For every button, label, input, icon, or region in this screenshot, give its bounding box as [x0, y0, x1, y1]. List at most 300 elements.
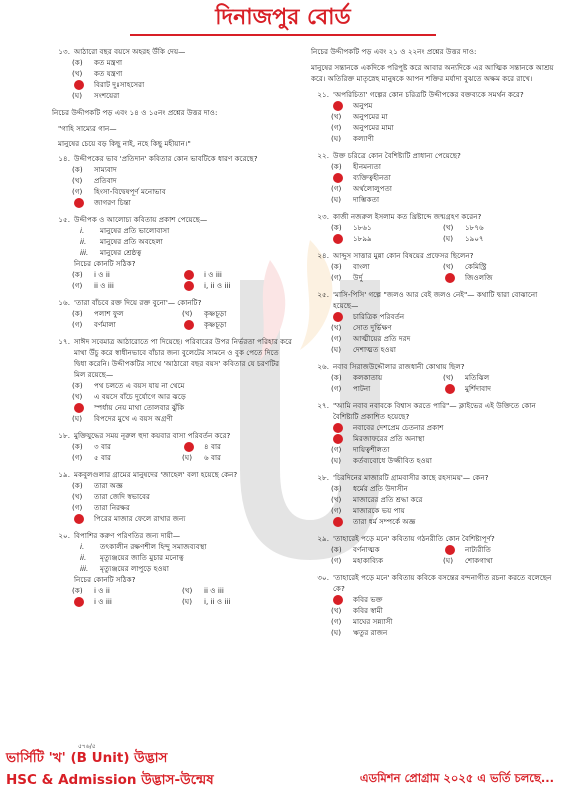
answer-mark-dot [74, 80, 84, 90]
answer-option[interactable] [331, 594, 555, 605]
answer-option[interactable] [443, 383, 555, 394]
question-text: সাঈদ সবেমাত্র আঠারোতে পা দিয়েছে। পরিবারের উপর নির্ভরতা পরিহার করে মাথা উঁচু করে স্বাধীনভাবে বাঁচার জন্য বুলেটের সামনে ও বুক পেতে দিতে দ্বিধা করেনি। উদ্দীপকটির সাথে 'আঠারো বছর বয়স' কবিতার যে চরণটির মিল রয়েছে— [74, 337, 293, 379]
question-text: উদ্দীপক ও আলোচ্য কবিতায় প্রকাশ পেয়েছে— [74, 215, 208, 224]
option-tag: (গ) [331, 273, 342, 282]
question-stem [307, 211, 555, 222]
answer-option[interactable] [72, 413, 292, 424]
option-text: বর্ণনাত্মক [353, 545, 380, 554]
option-text: উর্দু [353, 273, 363, 282]
answer-mark-dot [74, 597, 84, 607]
option-tag: (ক) [72, 442, 83, 451]
which-correct-prompt: নিচের কোনটি সঠিক? [74, 259, 136, 268]
option-text: জাগরণ চিন্তা [94, 198, 131, 207]
answer-mark-dot [333, 173, 343, 183]
option-tag: (খ) [182, 309, 193, 318]
option-tag: (গ) [331, 184, 342, 193]
answer-option[interactable] [331, 322, 555, 333]
answer-option[interactable] [331, 372, 443, 383]
option-tag: (ঘ) [182, 453, 193, 462]
statement-item [80, 247, 292, 258]
question-number: ২৭. [317, 401, 329, 410]
answer-option[interactable] [331, 555, 443, 566]
option-list [48, 480, 292, 524]
option-text: বিরাট দুঃসাহসেরা [94, 80, 145, 89]
question-block [307, 572, 555, 638]
right-column [307, 46, 555, 644]
question-block [307, 400, 555, 466]
option-text: তারা ধর্ম সম্পর্কে অজ্ঞ [353, 517, 416, 526]
option-text: i ও ii [94, 270, 110, 279]
answer-option[interactable] [443, 272, 555, 283]
option-list [48, 164, 292, 208]
answer-option[interactable] [331, 122, 555, 133]
question-number: ২০. [58, 531, 70, 540]
option-text: প্রতিবাদ [94, 176, 117, 185]
question-stem [48, 297, 292, 308]
option-text: বর্ণমালা [94, 320, 116, 329]
option-text: ৩ বার [94, 442, 111, 451]
option-text: তারা নিরক্ষর [94, 503, 130, 512]
answer-option[interactable] [443, 555, 555, 566]
option-text: হীনমন্যতা [353, 162, 381, 171]
answer-option[interactable] [331, 333, 555, 344]
answer-mark-dot [445, 273, 455, 283]
question-number: ২৫. [317, 290, 329, 299]
answer-mark-dot [333, 595, 343, 605]
answer-option[interactable] [182, 452, 292, 463]
option-list [48, 441, 292, 463]
answer-option[interactable] [72, 480, 292, 491]
option-tag: (ক) [331, 223, 342, 232]
answer-option[interactable] [72, 402, 292, 413]
option-tag: (ঘ) [72, 414, 83, 423]
answer-option[interactable] [331, 433, 555, 444]
statement-item [80, 225, 292, 236]
statement-text: তৎকালীন রক্ষণশীল হিন্দু সমাজব্যবস্থা [100, 542, 207, 551]
question-stem [307, 400, 555, 422]
promo-hsc: HSC & Admission উদ্ভাস-উন্মেষ [6, 772, 214, 788]
question-block [307, 150, 555, 205]
answer-option[interactable] [331, 261, 443, 272]
answer-option[interactable] [72, 280, 182, 291]
option-tag: (খ) [331, 112, 342, 121]
option-text: ii ও iii [204, 586, 224, 595]
answer-option[interactable] [331, 133, 555, 144]
option-text: অনুপমের মামা [353, 123, 394, 132]
answer-option[interactable] [72, 319, 182, 330]
answer-option[interactable] [331, 161, 555, 172]
question-number: ২৯. [317, 534, 329, 543]
answer-option[interactable] [72, 269, 182, 280]
option-text: ঋতুর রাজন [353, 628, 388, 637]
option-text: পিরের মাজার ফেলে রাখার জন্য [94, 514, 186, 523]
option-text: অনুপম [353, 101, 373, 110]
question-text: আঠারো বছর বয়সে অহরহ উঁকি দেয়— [74, 47, 186, 56]
question-block [48, 46, 292, 101]
option-tag: (ঘ) [331, 345, 342, 354]
answer-option[interactable] [72, 391, 292, 402]
option-tag: (গ) [72, 281, 83, 290]
option-text: কত মন্ত্রণা [94, 58, 123, 67]
answer-mark-dot [184, 281, 194, 291]
page-note: ৫৭৬/৫ [78, 743, 96, 750]
statement-numeral: iii. [80, 248, 89, 257]
question-block [48, 153, 292, 208]
question-number: ২২. [317, 151, 329, 160]
answer-option[interactable] [182, 308, 292, 319]
option-tag: (ক) [331, 262, 342, 271]
option-text: i ও iii [94, 597, 112, 606]
option-text: অনুপমের মা [353, 112, 388, 121]
statement-numeral: i. [80, 542, 85, 551]
option-tag: (ক) [331, 162, 342, 171]
question-stem [48, 153, 292, 164]
question-stem [307, 533, 555, 544]
option-text: নবাবের দেশপ্রেম চেতনার প্রকাশ [353, 423, 444, 432]
answer-option[interactable] [331, 183, 555, 194]
option-tag: (খ) [331, 495, 342, 504]
option-tag: (ক) [72, 586, 83, 595]
answer-option[interactable] [72, 513, 292, 524]
question-stem [48, 430, 292, 441]
option-text: ১৮৭৬ [465, 223, 484, 232]
question-text: উক্ত চরিত্রে কোন বৈশিষ্ট্যটি প্রাধান্য পেয়েছে? [333, 151, 461, 160]
answer-option[interactable] [331, 422, 555, 433]
question-stem [48, 214, 292, 225]
answer-option[interactable] [72, 452, 182, 463]
option-tag: (ক) [72, 165, 83, 174]
question-text: 'অপরিচিতা' গল্পের কোন চরিত্রটি উদ্দীপকের বক্তব্যকে সমর্থন করে? [333, 90, 524, 99]
option-tag: (ঘ) [443, 234, 454, 243]
option-text: মাজারকে ভয় পায় [353, 506, 405, 515]
answer-option[interactable] [72, 308, 182, 319]
left-column [48, 46, 292, 613]
option-list [307, 100, 555, 144]
option-list [48, 269, 292, 291]
answer-mark-dot [333, 434, 343, 444]
question-text: 'তাহারেই পড়ে মনে' কবিতায় কবিকে বসন্তের বন্দনাগীত রচনা করতে বলেছেন কে? [333, 573, 552, 593]
answer-mark-dot [184, 270, 194, 280]
passage-intro: নিচের উদ্দীপকটি পড় এবং ২১ ও ২২নং প্রশ্নের উত্তর দাও: [311, 47, 477, 56]
option-tag: (গ) [331, 556, 342, 565]
question-block [307, 533, 555, 566]
option-tag: (গ) [72, 187, 83, 196]
option-text: তারা জেদি স্বভাবের [94, 492, 150, 501]
question-block [307, 89, 555, 144]
answer-option[interactable] [72, 596, 182, 607]
option-tag: (ক) [72, 481, 83, 490]
answer-option[interactable] [72, 186, 292, 197]
option-text: পাটনা [353, 384, 371, 393]
option-tag: (ঘ) [331, 195, 342, 204]
answer-option[interactable] [331, 272, 443, 283]
question-number: ১৫. [58, 215, 70, 224]
option-list [307, 222, 555, 244]
question-text: মকবুলগুলার গ্রামের মানুষদের 'জাহেল' বলা হয়েছে কেন? [74, 470, 238, 479]
option-tag: (ক) [331, 484, 342, 493]
option-text: ১৮৬১ [353, 223, 372, 232]
answer-option[interactable] [331, 516, 555, 527]
answer-mark-dot [74, 198, 84, 208]
answer-option[interactable] [331, 544, 443, 555]
answer-option[interactable] [331, 233, 443, 244]
option-tag: (খ) [72, 492, 83, 501]
question-text: উদ্দীপকের ভাব 'প্রতিদান' কবিতার কোন ভাবটিকে ধারণ করেছে? [74, 154, 258, 163]
answer-mark-dot [74, 514, 84, 524]
answer-option[interactable] [72, 585, 182, 596]
option-text: মিরজাফরের প্রতি অনাস্থা [353, 434, 425, 443]
answer-option[interactable] [443, 544, 555, 555]
question-stem [48, 46, 292, 57]
option-text: মতিঝিল [465, 373, 490, 382]
option-tag: (গ) [331, 334, 342, 343]
option-tag: (গ) [331, 123, 342, 132]
question-block [307, 250, 555, 283]
option-tag: (খ) [443, 262, 454, 271]
promo-varsity: ভার্সিটি 'খ' (B Unit) উদ্ভাস [6, 750, 168, 766]
passage-body: মানুষের সন্তানকে একদিকে পরিপুষ্ট করে আবার অন্যদিকে এর আত্মিক সন্তানকে আশ্রয় করে। অতিরিক্ত মাতৃস্নেহ মানুষকে আপন শক্তির মর্যাদা বুঝতে অক্ষম করে রাখে। [311, 63, 554, 83]
answer-option[interactable] [331, 100, 555, 111]
option-tag: (খ) [443, 223, 454, 232]
answer-option[interactable] [182, 585, 292, 596]
answer-option[interactable] [331, 222, 443, 233]
question-text: "আমি নবাব নবাবকে বিশ্বাস করতে পারি"— ক্লাইভের এই উক্তিতে কোন বৈশিষ্ট্যটি প্রকাশিত হয়েছে? [333, 401, 536, 421]
answer-option[interactable] [331, 344, 555, 355]
option-text: কত যন্ত্রণা [94, 69, 123, 78]
option-tag: (ক) [72, 381, 83, 390]
question-stem [307, 572, 555, 594]
option-tag: (গ) [331, 617, 342, 626]
option-text: i ও iii [204, 270, 222, 279]
option-tag: (গ) [72, 453, 83, 462]
answer-option[interactable] [443, 222, 555, 233]
question-text: আব্দুস সাত্তার মুন্না কোন বিষয়ের প্রফেসর ছিলেন? [333, 251, 474, 260]
statement-text: মৃত্যুঞ্জয়ের জাতি মুচার মনোত্ব [100, 553, 184, 562]
option-tag: (খ) [72, 392, 83, 401]
option-tag: (ক) [72, 309, 83, 318]
option-text: চারিত্রিক পরিবর্তন [353, 312, 405, 321]
answer-option[interactable] [72, 68, 292, 79]
question-stem [48, 336, 292, 380]
question-block [48, 297, 292, 330]
option-text: i ও ii [94, 586, 110, 595]
answer-option[interactable] [72, 90, 292, 101]
option-text: আত্মীয়ের প্রতি দরদ [353, 334, 411, 343]
option-text: দায়িত্বশীলতা [353, 445, 390, 454]
question-number: ২৩. [317, 212, 329, 221]
question-block [48, 430, 292, 463]
option-list [48, 585, 292, 607]
answer-option[interactable] [331, 627, 555, 638]
question-block [48, 530, 292, 607]
statement-text: মানুষের প্রতি ভালোবাসা [100, 226, 170, 235]
statement-text: মৃত্যুঞ্জয়ের লাপুড়ে হওয়া [100, 564, 169, 573]
option-list [307, 161, 555, 205]
answer-option[interactable] [331, 494, 555, 505]
option-text: ১৮৯৯ [353, 234, 372, 243]
answer-option[interactable] [331, 172, 555, 183]
option-text: পথ চলতে এ বয়স যায় না থেমে [94, 381, 185, 390]
statement-item [80, 552, 292, 563]
answer-option[interactable] [72, 175, 292, 186]
question-number: ১৬. [58, 298, 70, 307]
answer-mark-dot [184, 442, 194, 452]
answer-option[interactable] [443, 233, 555, 244]
option-text: ৪ বার [204, 442, 221, 451]
question-block [307, 211, 555, 244]
answer-option[interactable] [331, 111, 555, 122]
option-text: মুর্শিদাবাদ [465, 384, 492, 393]
passage-quote-line: মানুষের চেয়ে বড় কিছু নাই, নহে কিছু মহীয়ান।" [58, 139, 191, 148]
option-text: নাট্যরীতি [465, 545, 491, 554]
statement-numeral: iii. [80, 564, 89, 573]
option-text: দাম্ভিকতা [353, 195, 380, 204]
question-number: ১৮. [58, 431, 70, 440]
option-text: শোকগাথা [465, 556, 493, 565]
answer-option[interactable] [72, 57, 292, 68]
answer-option[interactable] [443, 261, 555, 272]
statement-list [48, 541, 292, 574]
option-list [307, 311, 555, 355]
page-header [0, 0, 566, 36]
option-tag: (খ) [72, 69, 83, 78]
option-tag: (গ) [72, 503, 83, 512]
option-text: স্পর্ধায় নেয় মাথা তোলবার ঝুঁকি [94, 403, 185, 412]
option-list [307, 594, 555, 638]
option-text: মাঘের সন্ন্যাসী [353, 617, 393, 626]
option-tag: (ঘ) [331, 628, 342, 637]
option-text: মাজারের প্রতি শ্রদ্ধা করে [353, 495, 423, 504]
option-text: কর্তব্যবোধে উজ্জীবিত হওয়া [353, 456, 432, 465]
option-text: অর্থলোলুপতা [353, 184, 392, 193]
answer-mark-dot [184, 320, 194, 330]
option-tag: (ক) [331, 373, 342, 382]
question-stem [307, 361, 555, 372]
answer-option[interactable] [72, 502, 292, 513]
question-number: ২৬. [317, 362, 329, 371]
option-tag: (খ) [182, 586, 193, 595]
question-stem [307, 250, 555, 261]
answer-option[interactable] [331, 483, 555, 494]
answer-mark-dot [333, 312, 343, 322]
option-list [307, 372, 555, 394]
question-block [307, 289, 555, 355]
option-text: হিংসা-বিদ্বেষপূর্ণ মনোভাব [94, 187, 166, 196]
option-tag: (ক) [72, 58, 83, 67]
question-text: 'চিরদিনের মাজারটি গ্রামবাসীর কাছে রহস্যময়'— কেন? [333, 473, 489, 482]
answer-option[interactable] [182, 441, 292, 452]
question-text: নবাব সিরাজউদ্দৌলার রাজধানী কোথায় ছিল? [333, 362, 465, 371]
option-list [307, 483, 555, 527]
option-text: মহাকাব্যিক [353, 556, 384, 565]
answer-option[interactable] [182, 596, 292, 607]
question-number: ১৪. [58, 154, 70, 163]
question-number: ২৮. [317, 473, 329, 482]
question-block [48, 214, 292, 291]
option-tag: (ক) [331, 545, 342, 554]
answer-option[interactable] [72, 164, 292, 175]
question-text: 'তারা বাঁচবে রক্ত দিয়ে রক্ত বুনো'— কোনটি? [74, 298, 202, 307]
option-tag: (ঘ) [443, 556, 454, 565]
question-text: 'তাহারেই পড়ে মনে' কবিতায় গঠনরীতি কোন বৈশিষ্ট্যপূর্ণ? [333, 534, 495, 543]
answer-mark-dot [333, 234, 343, 244]
question-stem [48, 469, 292, 480]
option-text: সোত দুর্ভিক্ষণ [353, 323, 392, 332]
answer-option[interactable] [182, 280, 292, 291]
option-text: কলকাতায় [353, 373, 383, 382]
statement-list [48, 225, 292, 258]
answer-option[interactable] [331, 194, 555, 205]
option-text: ১৯০৭ [465, 234, 484, 243]
option-tag: (ঘ) [72, 91, 83, 100]
option-list [48, 308, 292, 330]
option-text: দেশাত্মত হওয়া [353, 345, 397, 354]
option-text: কল্যাণী [353, 134, 374, 143]
answer-option[interactable] [331, 605, 555, 616]
option-text: জিওলজি [465, 273, 493, 282]
question-number: ১৩. [58, 47, 70, 56]
question-number: ১৯. [58, 470, 70, 479]
answer-option[interactable] [72, 380, 292, 391]
option-text: কৃষ্ণচূড়া [204, 320, 227, 329]
question-number: ১৭. [58, 337, 70, 346]
option-tag: (ঘ) [182, 597, 193, 606]
statement-numeral: ii. [80, 553, 87, 562]
answer-mark-dot [333, 101, 343, 111]
answer-option[interactable] [72, 441, 182, 452]
promo-admission: এডমিশন প্রোগ্রাম ২০২৫ এ ভর্তি চলছে... [359, 771, 554, 785]
board-title: দিনাজপুর বোর্ড [215, 5, 351, 30]
answer-option[interactable] [331, 505, 555, 516]
option-text: ব্যক্তিত্বহীনতা [353, 173, 391, 182]
option-text: বাংলা [353, 262, 370, 271]
question-stem [48, 530, 292, 541]
option-list [48, 57, 292, 101]
answer-option[interactable] [72, 197, 292, 208]
option-tag: (গ) [331, 506, 342, 515]
option-tag: (ক) [72, 270, 83, 279]
answer-option[interactable] [182, 269, 292, 280]
question-block [48, 469, 292, 524]
answer-option[interactable] [182, 319, 292, 330]
option-text: কবির স্বামী [353, 606, 383, 615]
answer-mark-dot [445, 545, 455, 555]
question-stem [307, 150, 555, 161]
answer-option[interactable] [443, 372, 555, 383]
option-text: পলাশ ফুল [94, 309, 124, 318]
answer-option[interactable] [331, 444, 555, 455]
answer-option[interactable] [331, 455, 555, 466]
option-tag: (গ) [72, 320, 83, 329]
answer-option[interactable] [331, 311, 555, 322]
question-block [48, 336, 292, 424]
answer-option[interactable] [72, 79, 292, 90]
option-tag: (ঘ) [331, 134, 342, 143]
option-tag: (খ) [331, 606, 342, 615]
option-text: বিপদের মুখে এ বয়স অগ্রণী [94, 414, 173, 423]
statement-item [80, 236, 292, 247]
option-text: ধর্মের প্রতি উদাসীন [353, 484, 408, 493]
question-number: ২১. [317, 90, 329, 99]
answer-option[interactable] [331, 616, 555, 627]
answer-mark-dot [333, 423, 343, 433]
answer-option[interactable] [72, 491, 292, 502]
option-tag: (খ) [72, 176, 83, 185]
statement-item [80, 563, 292, 574]
option-text: কবির ভক্ত [353, 595, 383, 604]
answer-mark-dot [445, 384, 455, 394]
answer-option[interactable] [331, 383, 443, 394]
